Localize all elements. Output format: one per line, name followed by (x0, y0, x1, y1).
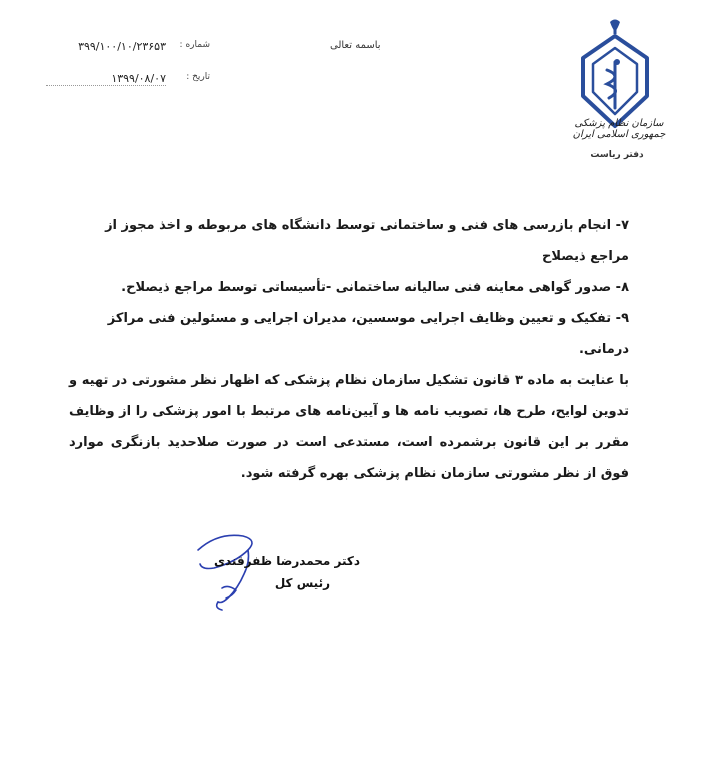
signature-block (200, 550, 360, 594)
letter-date (40, 72, 210, 90)
list-item: ۸- صدور گواهی معاینه فنی سالیانه ساختمانی -تأسیساتی توسط مراجع ذیصلاح. (121, 280, 629, 295)
medical-council-logo (555, 18, 675, 168)
list-item: ۷- انجام بازرسی های فنی و ساختمانی توسط دانشگاه های مربوطه و اخذ مجوز از مراجع ذیصلاح (105, 218, 629, 264)
closing-paragraph: با عنایت به ماده ۳ قانون تشکیل سازمان نظام پزشکی که اظهار نظر مشورتی در تهیه و تدوین لوایح، طرح ها، تصویب نامه ها و آیین‌نامه های مرتبط با امور پزشکی را از وظایف مقرر بر این قانون برشمرده است، مستدعی است در صورت صلاحدید بازنگری موارد فوق از نظر مشورتی سازمان نظام پزشکی بهره گرفته شود. (69, 373, 629, 481)
number-value: ۳۹۹/۱۰۰/۱۰/۲۳۶۵۳ (78, 40, 166, 53)
invocation: باسمه تعالی (330, 40, 381, 51)
list-item: ۹- تفکیک و تعیین وظایف اجرایی موسسین، مدیران اجرایی و مسئولین فنی مراکز درمانی. (107, 311, 629, 357)
date-value: ۱۳۹۹/۰۸/۰۷ (111, 72, 166, 85)
signatory-title: رئیس کل (274, 576, 330, 590)
number-label: شماره : (179, 40, 210, 50)
letter-body (69, 210, 629, 489)
letter-number (40, 40, 210, 58)
signatory-name: دکتر محمدرضا ظفرقندی (213, 554, 360, 568)
organization-name: سازمان نظام پزشکی جمهوری اسلامی ایران (572, 118, 666, 140)
date-label: تاریخ : (186, 72, 210, 82)
office-name: دفتر ریاست (590, 150, 644, 160)
date-dotted-line (46, 85, 166, 86)
